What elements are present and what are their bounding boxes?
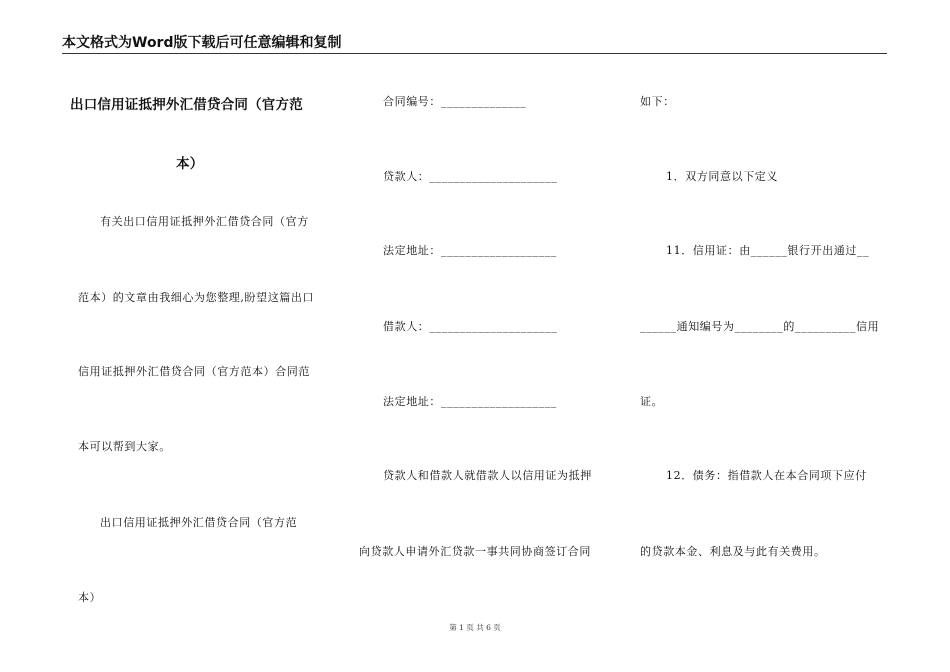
preamble-line2: 向贷款人申请外汇贷款一事共同协商签订合同 xyxy=(359,545,591,558)
intro-line4: 本可以帮到大家。 xyxy=(78,440,171,453)
page-footer: 第 1 页 共 6 页 xyxy=(449,623,501,632)
clause-12-line2: 的贷款本金、利息及与此有关费用。 xyxy=(640,545,826,558)
intro-line1: 有关出口信用证抵押外汇借贷合同（官方 xyxy=(100,215,309,228)
clause-11-line2: ______通知编号为________的__________信用 xyxy=(640,320,880,333)
lender-address-field: 法定地址：___________________ xyxy=(383,244,557,257)
intro-line3: 信用证抵押外汇借贷合同（官方范本）合同范 xyxy=(78,365,310,378)
doc-title-line1: 出口信用证抵押外汇借贷合同（官方范 xyxy=(70,97,303,113)
clause-11-line3: 证。 xyxy=(640,395,664,408)
subtitle-line1: 出口信用证抵押外汇借贷合同（官方范 xyxy=(100,516,298,529)
clause-11-line1: 11．信用证：由______银行开出通过__ xyxy=(666,244,870,257)
preamble-line1: 贷款人和借款人就借款人以信用证为抵押 xyxy=(383,469,592,482)
lender-field: 贷款人：_____________________ xyxy=(383,170,558,183)
subtitle-line2: 本） xyxy=(78,591,102,604)
intro-line2: 范本）的文章由我细心为您整理,盼望这篇出口 xyxy=(78,291,315,304)
header-divider xyxy=(62,53,887,54)
clause-1-heading: 1．双方同意以下定义 xyxy=(666,170,778,183)
borrower-field: 借款人：_____________________ xyxy=(383,320,558,333)
page-header: 本文格式为Word版下载后可任意编辑和复制 xyxy=(62,35,342,51)
clause-intro: 如下： xyxy=(640,95,675,108)
contract-number-field: 合同编号：______________ xyxy=(383,95,527,108)
borrower-address-field: 法定地址：___________________ xyxy=(383,395,557,408)
clause-12-line1: 12．债务：指借款人在本合同项下应付 xyxy=(666,469,867,482)
doc-title-line2: 本） xyxy=(176,156,204,172)
